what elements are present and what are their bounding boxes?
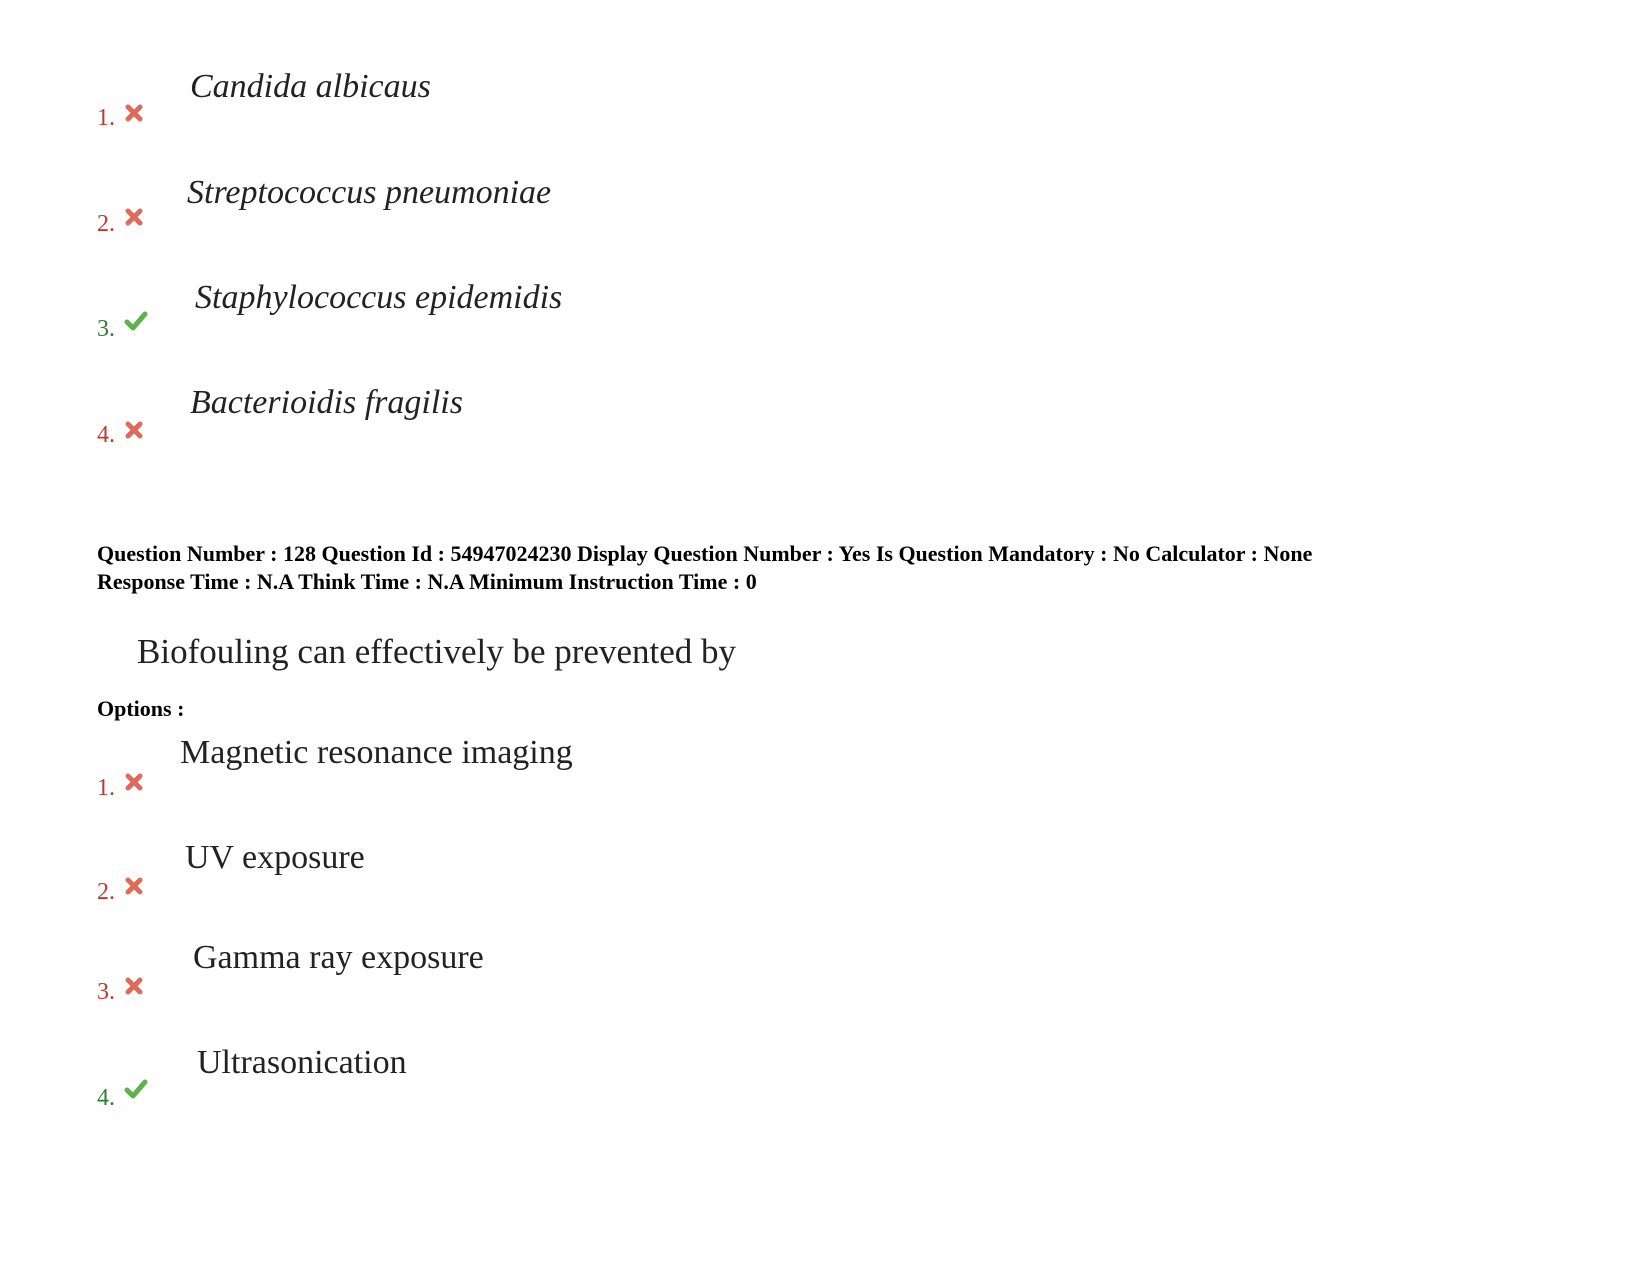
option-number: 1. [97, 775, 115, 801]
option-text: Gamma ray exposure [193, 939, 484, 976]
cross-icon [124, 207, 144, 227]
option-number: 4. [97, 422, 115, 448]
option-text: Streptococcus pneumoniae [187, 174, 552, 211]
option-text: Bacterioidis fragilis [190, 384, 463, 421]
cross-icon [124, 103, 144, 123]
option-text: Ultrasonication [197, 1044, 407, 1081]
prev-option-2 [0, 165, 1651, 245]
check-icon [124, 1078, 148, 1100]
question-meta-line-2: Response Time : N.A Think Time : N.A Minimum Instruction Time : 0 [97, 569, 757, 594]
prev-option-1 [0, 60, 1651, 140]
option-1 [0, 730, 1651, 810]
option-2 [0, 835, 1651, 915]
cross-icon [124, 772, 144, 792]
check-icon [124, 310, 148, 332]
option-text: Magnetic resonance imaging [180, 734, 573, 771]
option-3 [0, 935, 1651, 1015]
option-number: 2. [97, 879, 115, 905]
prev-option-3 [0, 270, 1651, 350]
cross-icon [124, 976, 144, 996]
option-text: Candida albicaus [190, 68, 431, 105]
question-text: Biofouling can effectively be prevented by [137, 632, 736, 671]
option-4 [0, 1040, 1651, 1120]
cross-icon [124, 876, 144, 896]
cross-icon [124, 420, 144, 440]
option-text: Staphylococcus epidemidis [195, 279, 563, 316]
option-number: 3. [97, 316, 115, 342]
question-metadata [97, 540, 1597, 596]
option-number: 2. [97, 211, 115, 237]
question-meta-line-1: Question Number : 128 Question Id : 54947024230 Display Question Number : Yes Is Question Mandatory : No Calculator : None [97, 541, 1313, 566]
option-number: 1. [97, 105, 115, 131]
options-label: Options : [97, 696, 185, 721]
option-text: UV exposure [185, 839, 365, 876]
option-number: 4. [97, 1085, 115, 1111]
prev-option-4 [0, 375, 1651, 455]
option-number: 3. [97, 979, 115, 1005]
